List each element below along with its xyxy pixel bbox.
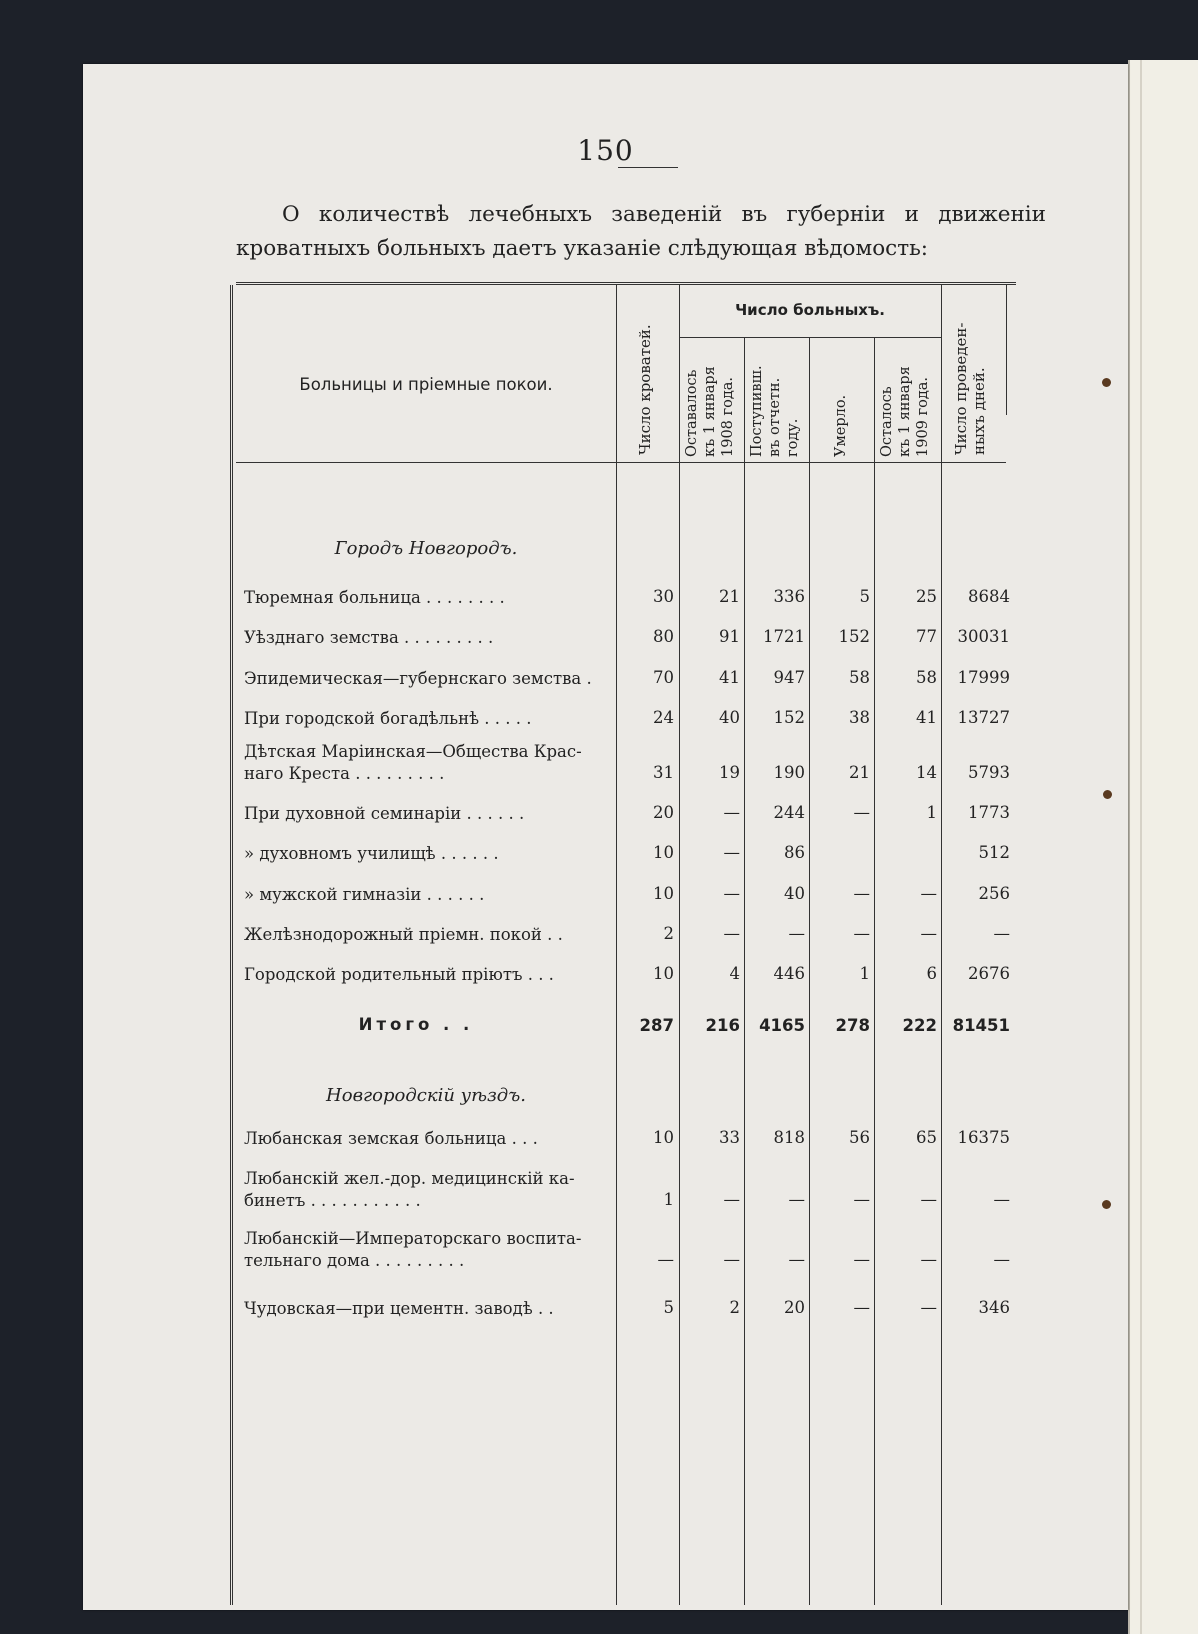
row-label: Желѣзнодорожный пріемн. покой . .: [244, 925, 563, 944]
document-page: [83, 64, 1128, 1610]
row-label: Тюремная больница . . . . . . . .: [244, 588, 505, 607]
cell-beds: 5: [663, 1298, 674, 1317]
table-left-border: [230, 285, 233, 1605]
cell-died: —: [853, 884, 870, 903]
row-label: Любанскій—Императорскаго воспита- тельнаго дома . . . . . . . . .: [244, 1229, 582, 1270]
cell-admitted: 20: [784, 1298, 805, 1317]
section-title: Городъ Новгородъ.: [334, 538, 518, 559]
cell-end: —: [920, 1190, 937, 1209]
cell-admitted: —: [788, 924, 805, 943]
cell-beds: 10: [653, 884, 674, 903]
cell-beds: 2: [663, 924, 674, 943]
binding-hole: [1102, 1200, 1111, 1209]
row-label: Эпидемическая—губернскаго земства .: [244, 669, 592, 688]
cell-admitted: 818: [773, 1128, 805, 1147]
cell-beds: 20: [653, 803, 674, 822]
cell-beds: —: [657, 1250, 674, 1269]
cell-beds: 10: [653, 1128, 674, 1147]
cell-beds: 30: [653, 587, 674, 606]
row-label: » мужской гимназіи . . . . . .: [244, 885, 485, 904]
header-remained-end: Осталось къ 1 января 1909 года.: [879, 366, 931, 457]
cell-admitted: 446: [773, 964, 805, 983]
row-label: Дѣтская Маріинская—Общества Крас- наго Креста . . . . . . . . .: [244, 742, 582, 783]
header-died: Умерло.: [833, 394, 849, 457]
cell-end: 77: [916, 627, 937, 646]
cell-start: 33: [719, 1128, 740, 1147]
page-number: 150: [577, 134, 634, 167]
cell-died: 1: [859, 964, 870, 983]
cell-start: 41: [719, 668, 740, 687]
cell-days: 1773: [968, 803, 1010, 822]
cell-days: 2676: [968, 964, 1010, 983]
cell-died: —: [853, 1298, 870, 1317]
header-bottom-rule: [236, 462, 1006, 463]
cell-start: 21: [719, 587, 740, 606]
cell-start: 2: [729, 1298, 740, 1317]
adjacent-page-edge: [1128, 60, 1198, 1634]
cell-admitted: 244: [773, 803, 805, 822]
cell-beds: 80: [653, 627, 674, 646]
cell-start: —: [723, 924, 740, 943]
cell-died: 56: [849, 1128, 870, 1147]
cell-end: —: [920, 924, 937, 943]
cell-start: —: [723, 1190, 740, 1209]
header-days: Число проведен- ныхъ дней.: [952, 322, 988, 455]
cell-end: —: [920, 884, 937, 903]
row-label: При духовной семинаріи . . . . . .: [244, 804, 525, 823]
col-divider: [1006, 285, 1007, 415]
total-days: 81451: [952, 1016, 1010, 1035]
cell-died: 58: [849, 668, 870, 687]
cell-admitted: —: [788, 1190, 805, 1209]
cell-admitted: 86: [784, 843, 805, 862]
row-label: Любанскій жел.-дор. медицинскій ка- бинетъ . . . . . . . . . . .: [244, 1169, 575, 1210]
header-beds: Число кроватей.: [636, 324, 654, 455]
header-admitted: Поступивш. въ отчетн. году.: [749, 365, 801, 457]
col-divider: [744, 337, 745, 1605]
header-hospitals: Больницы и пріемные покои.: [299, 375, 553, 394]
section-title: Новгородскій уѣздъ.: [326, 1085, 526, 1106]
row-label: Чудовская—при цементн. заводѣ . .: [244, 1299, 554, 1318]
total-died: 278: [835, 1016, 870, 1035]
cell-beds: 10: [653, 964, 674, 983]
cell-beds: 24: [653, 708, 674, 727]
cell-died: —: [853, 1190, 870, 1209]
cell-days: —: [993, 1190, 1010, 1209]
cell-days: 30031: [957, 627, 1010, 646]
cell-admitted: 336: [773, 587, 805, 606]
cell-died: 38: [849, 708, 870, 727]
cell-days: —: [993, 1250, 1010, 1269]
binding-hole: [1103, 790, 1112, 799]
intro-paragraph: О количествѣ лечебныхъ заведеній въ губерніи и движеніи кроватныхъ больныхъ даетъ указаніе слѣдующая вѣдомость:: [236, 202, 1046, 261]
cell-died: —: [853, 803, 870, 822]
cell-end: 14: [916, 763, 937, 782]
row-label: Городской родительный пріютъ . . .: [244, 965, 554, 984]
cell-beds: 31: [653, 763, 674, 782]
row-label: » духовномъ училищѣ . . . . . .: [244, 844, 499, 863]
cell-end: 58: [916, 668, 937, 687]
cell-admitted: —: [788, 1250, 805, 1269]
cell-start: 40: [719, 708, 740, 727]
cell-days: 13727: [957, 708, 1010, 727]
hospital-table: [236, 282, 1016, 1605]
cell-start: 91: [719, 627, 740, 646]
cell-end: 41: [916, 708, 937, 727]
cell-start: —: [723, 803, 740, 822]
cell-start: —: [723, 843, 740, 862]
cell-died: 21: [849, 763, 870, 782]
cell-beds: 70: [653, 668, 674, 687]
cell-admitted: 40: [784, 884, 805, 903]
cell-start: 4: [729, 964, 740, 983]
cell-days: 256: [978, 884, 1010, 903]
row-label: При городской богадѣльнѣ . . . . .: [244, 709, 532, 728]
cell-end: —: [920, 1298, 937, 1317]
cell-beds: 10: [653, 843, 674, 862]
page-number-underline: [618, 167, 678, 168]
cell-died: 5: [859, 587, 870, 606]
cell-died: 152: [838, 627, 870, 646]
total-admitted: 4165: [759, 1016, 805, 1035]
cell-end: 6: [926, 964, 937, 983]
cell-end: 25: [916, 587, 937, 606]
cell-start: 19: [719, 763, 740, 782]
col-divider: [941, 285, 942, 1605]
col-divider: [809, 337, 810, 1605]
cell-admitted: 152: [773, 708, 805, 727]
cell-days: —: [993, 924, 1010, 943]
cell-admitted: 1721: [763, 627, 805, 646]
cell-days: 17999: [957, 668, 1010, 687]
total-start: 216: [705, 1016, 740, 1035]
row-label: Уѣзднаго земства . . . . . . . . .: [244, 628, 494, 647]
cell-start: —: [723, 884, 740, 903]
col-divider: [679, 285, 680, 1605]
header-remained-start: Оставалось къ 1 января 1908 года.: [684, 366, 736, 457]
col-divider: [874, 337, 875, 1605]
cell-days: 16375: [957, 1128, 1010, 1147]
cell-days: 5793: [968, 763, 1010, 782]
cell-days: 8684: [968, 587, 1010, 606]
cell-days: 512: [978, 843, 1010, 862]
cell-end: 65: [916, 1128, 937, 1147]
cell-beds: 1: [663, 1190, 674, 1209]
cell-start: —: [723, 1250, 740, 1269]
cell-died: —: [853, 924, 870, 943]
total-end: 222: [902, 1016, 937, 1035]
cell-admitted: 947: [773, 668, 805, 687]
total-beds: 287: [639, 1016, 674, 1035]
binding-hole: [1102, 378, 1111, 387]
cell-days: 346: [978, 1298, 1010, 1317]
total-label: Итого . .: [358, 1015, 474, 1034]
cell-end: 1: [926, 803, 937, 822]
row-label: Любанская земская больница . . .: [244, 1129, 538, 1148]
cell-admitted: 190: [773, 763, 805, 782]
cell-died: —: [853, 1250, 870, 1269]
header-patients-group: Число больныхъ.: [735, 301, 885, 319]
cell-end: —: [920, 1250, 937, 1269]
col-divider: [616, 285, 617, 1605]
group-header-rule: [679, 337, 941, 338]
